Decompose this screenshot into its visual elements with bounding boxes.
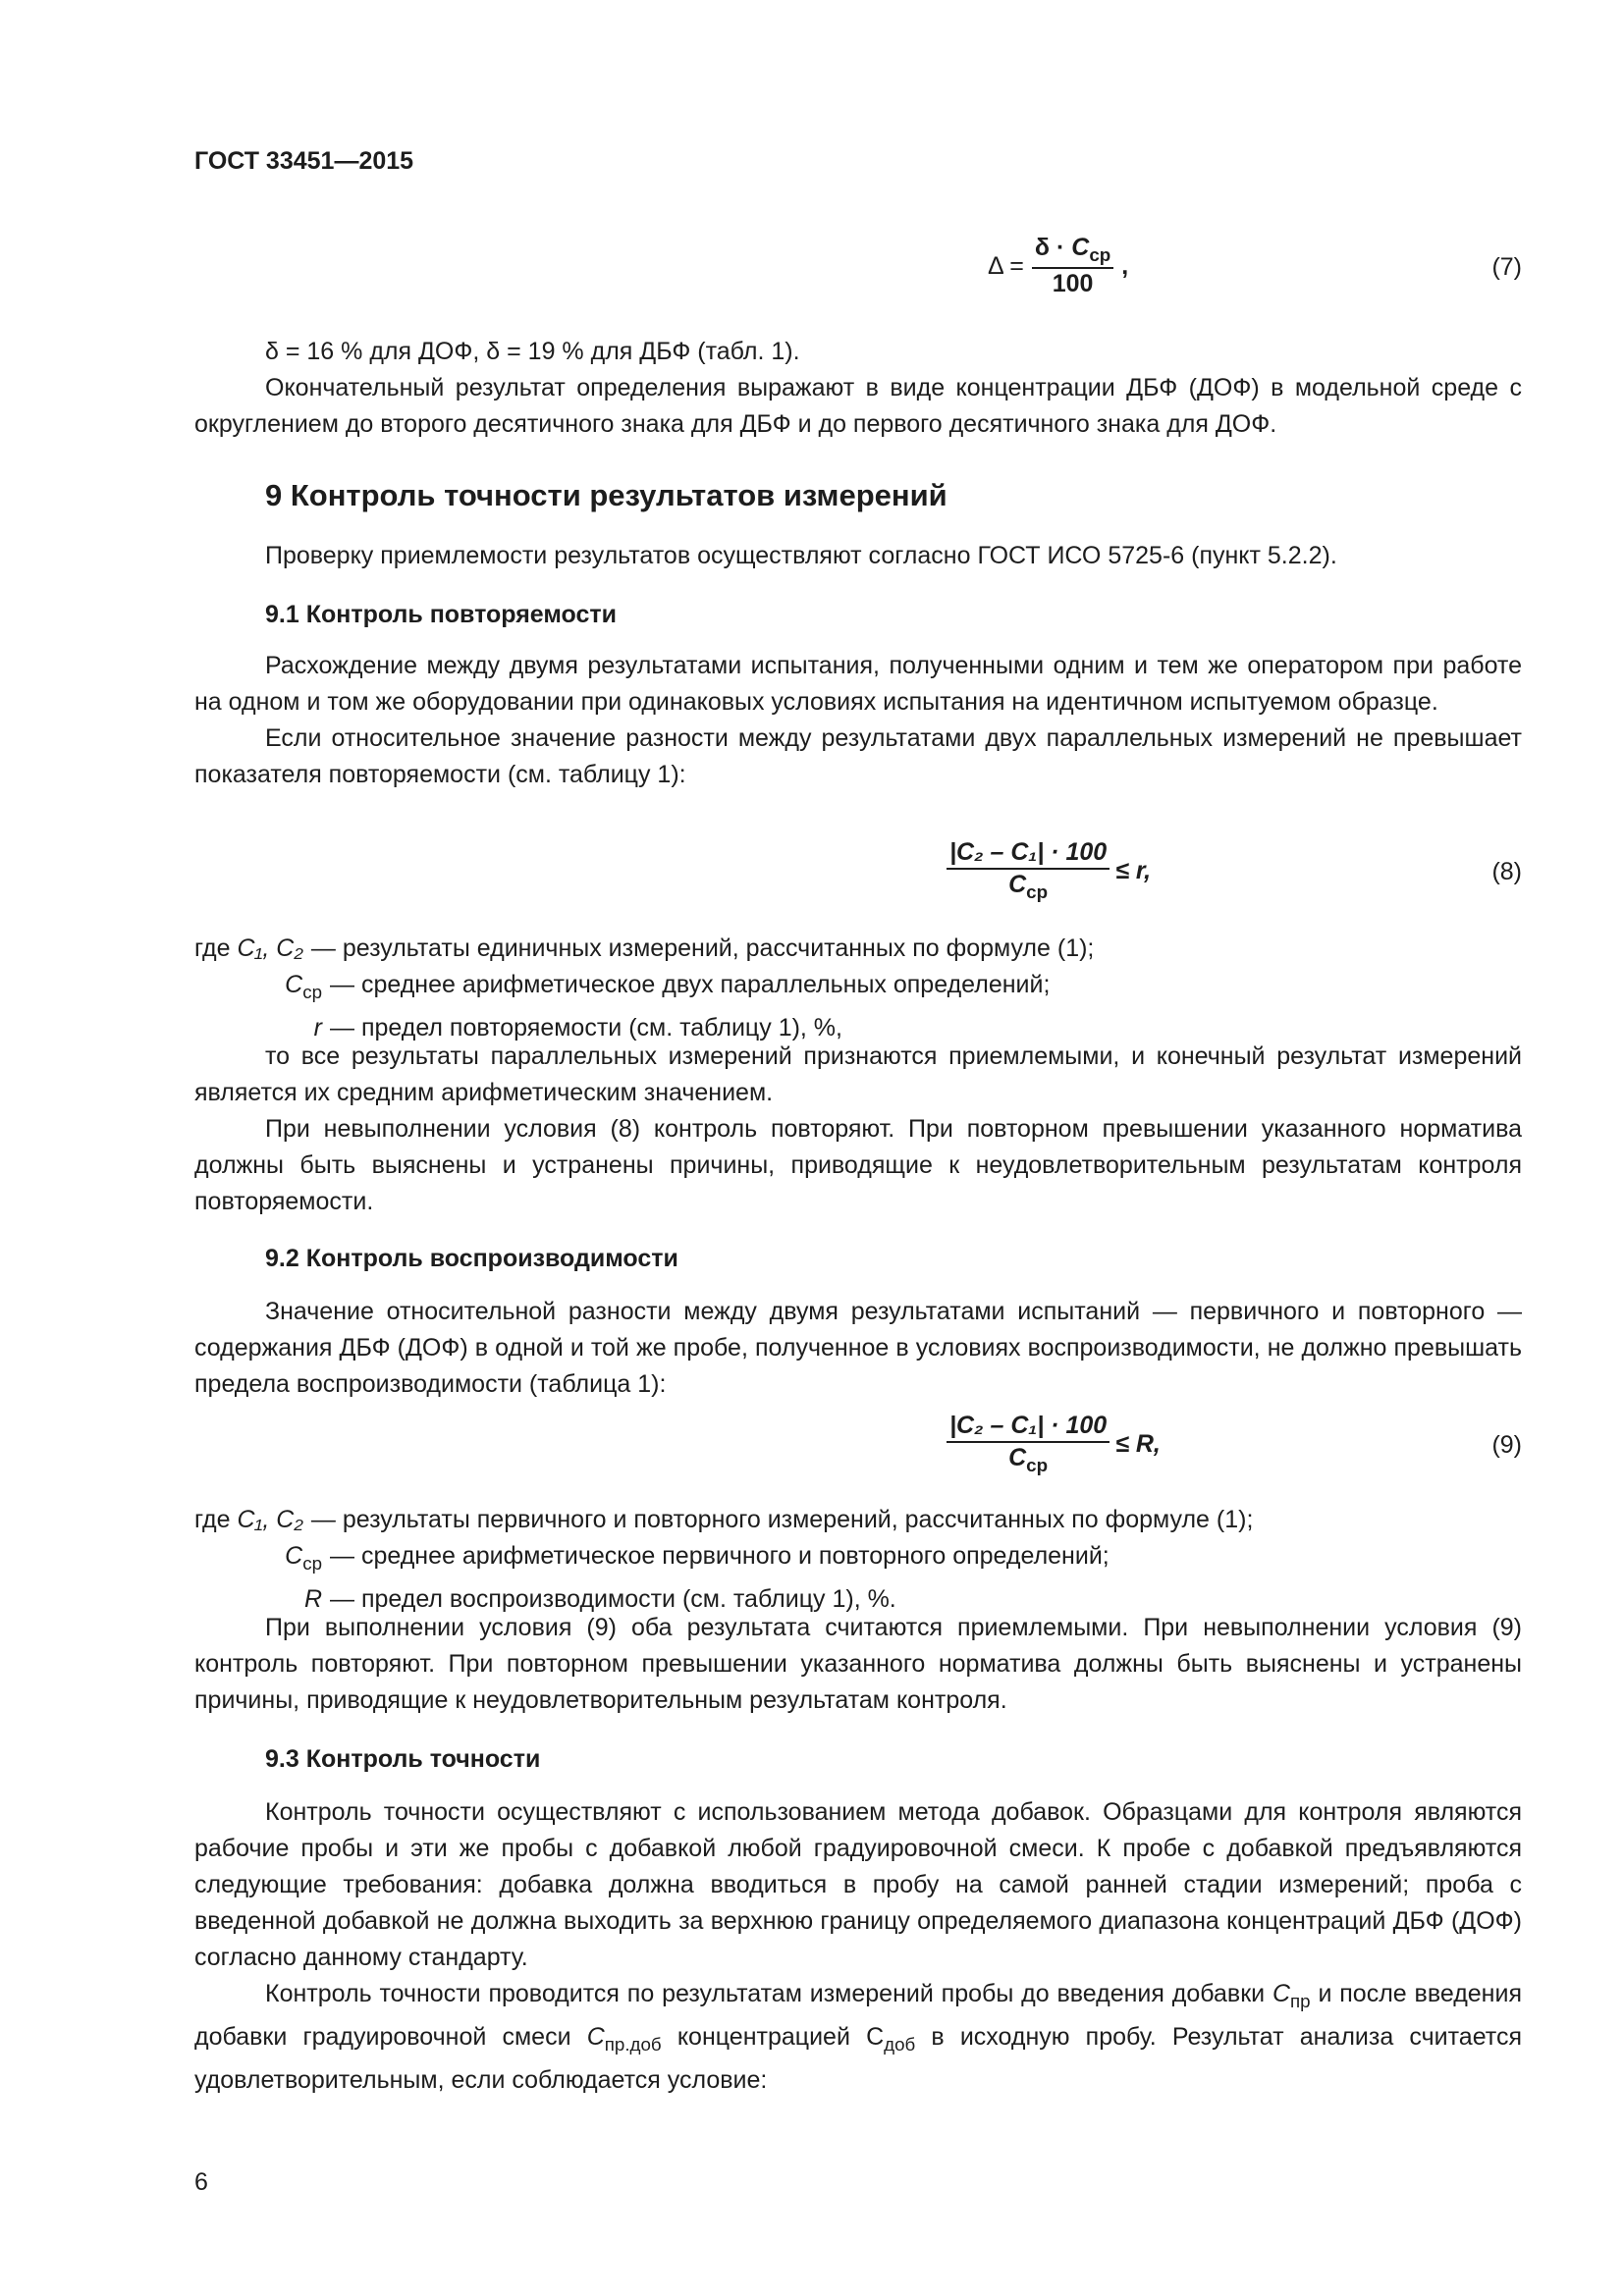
s92-where: где [194,1506,231,1533]
document-header: ГОСТ 33451—2015 [194,147,414,175]
formula-7-lhs: Δ = [988,251,1024,280]
s91-d2-desc: — среднее арифметическое двух параллельных определений; [330,971,1051,998]
formula-8-rel: ≤ r, [1115,856,1152,884]
formula-9-num: |C₂ – C₁| · 100 [949,1412,1108,1439]
s93-p2-d: в исходную пробу. Результат анализа считается удовлетворительным, если соблюдается условие: [194,2023,1522,2094]
s91-d3-desc: — предел повторяемости (см. таблицу 1), %, [330,1014,842,1041]
section-9-intro: Проверку приемлемости результатов осуществляют согласно ГОСТ ИСО 5725-6 (пункт 5.2.2). [265,542,1337,569]
formula-7-num-var: C [1071,234,1090,261]
formula-9-number: (9) [1491,1431,1522,1459]
section-9-1-title: 9.1 Контроль повторяемости [265,601,618,628]
section-9 [194,477,1522,513]
page-number: 6 [194,2168,208,2196]
section-9-3-title-block [194,1741,1522,1778]
s92-d1-term: C₁, C₂ [237,1506,303,1533]
formula-7-den: 100 [1052,270,1094,297]
section-9-3-body [194,1794,1522,2099]
s93-p2-var1: C [1272,1980,1291,2007]
s91-paragraph-3: то все результаты параллельных измерений признаются приемлемыми, и конечный результат измерений является их средним арифметическим значением. [194,1042,1522,1106]
formula-9-rel: ≤ R, [1115,1429,1161,1458]
s92-d2-term: C [285,1542,303,1570]
s91-d2-term: C [285,971,303,998]
formula-7-number: (7) [1491,253,1522,281]
section-9-1-title-block [194,597,1522,633]
formula-9-den: C [1008,1444,1027,1471]
s91-paragraph-1: Расхождение между двумя результатами испытания, полученными одним и тем же оператором при работе на одном и том же оборудовании при одинаковых условиях испытания на идентичном испытуемом образце. [194,652,1522,716]
section-9-3-title: 9.3 Контроль точности [265,1745,541,1773]
s91-d1-desc: — результаты единичных измерений, рассчитанных по формуле (1); [310,934,1095,962]
s91-d2-sub: ср [302,982,322,1002]
s91-d1-term: C₁, C₂ [237,934,303,962]
s92-paragraph-1: Значение относительной разности между двумя результатами испытаний — первичного и повторного — содержания ДБФ (ДОФ) в одной и той же пробе, полученное в условиях воспроизводимости, не должно превышать предела воспроизводимости (таблица 1): [194,1298,1522,1398]
s91-body-2 [194,1039,1522,1220]
s93-p2-sub1: пр [1290,1991,1311,2011]
formula-8-den: C [1008,871,1027,898]
formula-8-num: |C₂ – C₁| · 100 [949,838,1108,866]
s91-def-1 [194,931,1522,967]
formula-8-fraction [947,838,1110,903]
formula-9-den-sub: ср [1026,1455,1049,1475]
s91-where: где [194,934,231,962]
s91-d3-term: r [313,1014,322,1041]
final-result-paragraph: Окончательный результат определения выражают в виде концентрации ДБФ (ДОФ) в модельной среде с округлением до второго десятичного знака для ДБФ и до первого десятичного знака для ДОФ. [194,374,1522,438]
s91-def-2 [194,967,1522,1010]
s93-p2-sub3: доб [884,2034,916,2055]
section-9-2-title: 9.2 Контроль воспроизводимости [265,1245,678,1272]
s93-p2-a: Контроль точности проводится по результатам измерений пробы до введения добавки [265,1980,1272,2007]
formula-7-fraction [1032,234,1113,298]
delta-line: δ = 16 % для ДОФ, δ = 19 % для ДБФ (табл. 1). [265,338,800,365]
formula-7-num-sub: ср [1089,244,1111,265]
s91-definitions [194,931,1522,1046]
formula-7 [194,234,1522,302]
formula-9 [194,1412,1522,1478]
s93-paragraph-2 [194,1976,1522,2099]
s93-p2-c: концентрацией C [661,2023,885,2051]
section-9-title: 9 Контроль точности результатов измерений [265,478,947,512]
s91-paragraph-2: Если относительное значение разности между результатами двух параллельных измерений не превышает показателя повторяемости (см. таблицу 1): [194,724,1522,788]
section-9-2-body [194,1294,1522,1403]
s92-d1-desc: — результаты первичного и повторного измерений, рассчитанных по формуле (1); [310,1506,1254,1533]
s93-p2-sub2: пр.доб [604,2034,662,2055]
formula-8-den-sub: ср [1026,881,1049,902]
s93-p2-b: и после введения добавки градуировочной смеси [194,1980,1522,2051]
section-9-intro-block [194,538,1522,574]
section-9-1-body [194,648,1522,793]
s92-d3-term: R [303,1585,322,1613]
formula-7-tail: , [1121,251,1129,280]
block-intro [194,334,1522,443]
s92-d3-desc: — предел воспроизводимости (см. таблицу 1), %. [330,1585,896,1613]
formula-9-fraction [947,1412,1110,1476]
s92-d2-desc: — среднее арифметическое первичного и повторного определений; [330,1542,1110,1570]
s93-p2-var2: C [586,2023,605,2051]
formula-8 [194,838,1522,905]
formula-7-num-a: δ · [1034,234,1072,261]
s92-d2-sub: ср [302,1553,322,1574]
section-9-2-title-block [194,1241,1522,1277]
s91-paragraph-4: При невыполнении условия (8) контроль повторяют. При повторном превышении указанного норматива должны быть выяснены и устранены причины, приводящие к неудовлетворительным результатам контроля повторяемости. [194,1115,1522,1215]
formula-8-number: (8) [1491,858,1522,885]
s92-body-2 [194,1610,1522,1719]
s92-def-2 [194,1538,1522,1581]
s93-paragraph-1: Контроль точности осуществляют с использованием метода добавок. Образцами для контроля являются рабочие пробы и эти же пробы с добавкой любой градуировочной смеси. К пробе с добавкой предъявляются следующие требования: добавка должна вводиться в пробу на самой ранней стадии измерений; проба с введенной добавкой не должна выходить за верхнюю границу определяемого диапазона концентраций ДБФ (ДОФ) согласно данному стандарту. [194,1798,1522,1971]
s92-paragraph-2: При выполнении условия (9) оба результата считаются приемлемыми. При невыполнении условия (9) контроль повторяют. При повторном превышении указанного норматива должны быть выяснены и устранены причины, приводящие к неудовлетворительным результатам контроля. [194,1614,1522,1714]
s92-definitions [194,1502,1522,1618]
s92-def-1 [194,1502,1522,1538]
